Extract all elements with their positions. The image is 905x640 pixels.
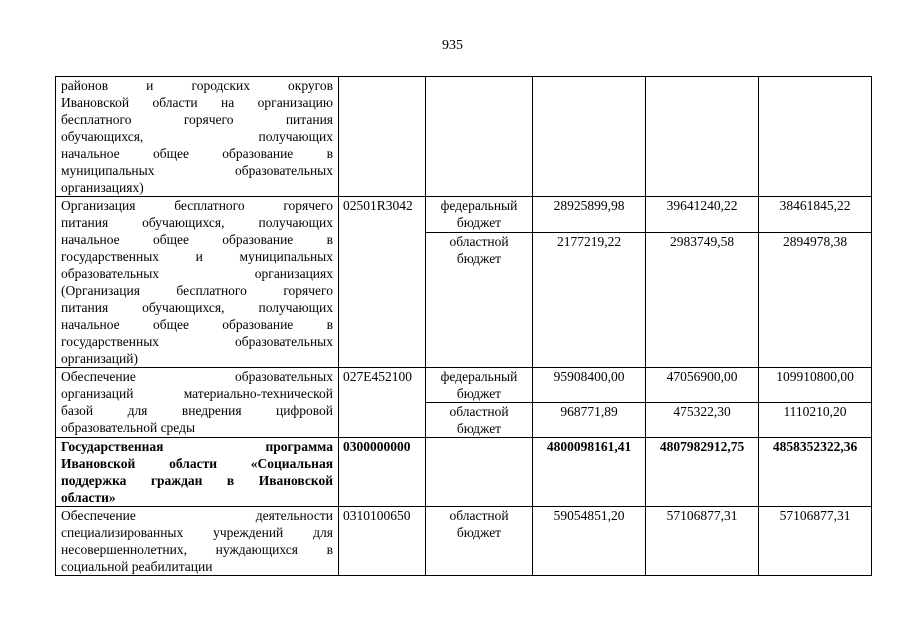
row-source	[426, 438, 533, 507]
row-source: областной бюджет	[426, 507, 533, 576]
row-description	[56, 77, 339, 197]
desc-line: организаций материально-технической	[61, 386, 333, 401]
row-value-2023: 39641240,22	[646, 197, 759, 233]
row-source: областной бюджет	[426, 403, 533, 438]
row-source	[426, 77, 533, 197]
row-description	[56, 197, 339, 368]
desc-line: Организация бесплатного горячего	[61, 198, 333, 213]
row-value-2023: 57106877,31	[646, 507, 759, 576]
row-description	[56, 507, 339, 576]
desc-line: начальное общее образование в	[61, 317, 333, 332]
row-code	[339, 77, 426, 197]
desc-line: начальное общее образование в	[61, 146, 333, 161]
row-value-2023: 4807982912,75	[646, 438, 759, 507]
desc-line: Ивановской области «Социальная	[61, 456, 333, 471]
row-value-2024: 57106877,31	[759, 507, 872, 576]
row-value-2022: 59054851,20	[533, 507, 646, 576]
desc-line: организациях)	[61, 180, 144, 195]
budget-table	[55, 76, 872, 576]
desc-line: социальной реабилитации	[61, 559, 213, 574]
desc-line: Государственная программа	[61, 439, 333, 454]
desc-line: поддержка граждан в Ивановской	[61, 473, 333, 488]
row-value-2023: 475322,30	[646, 403, 759, 438]
desc-line: обучающихся, получающих	[61, 129, 333, 144]
row-source: федеральный бюджет	[426, 197, 533, 233]
row-code: 027E452100	[339, 368, 426, 438]
row-value-2024: 2894978,38	[759, 233, 872, 368]
row-value-2024: 4858352322,36	[759, 438, 872, 507]
row-description	[56, 438, 339, 507]
row-value-2022: 95908400,00	[533, 368, 646, 403]
desc-line: базой для внедрения цифровой	[61, 403, 333, 418]
desc-line: несовершеннолетних, нуждающихся в	[61, 542, 333, 557]
page-number: 935	[442, 38, 463, 53]
row-value-2024: 109910800,00	[759, 368, 872, 403]
desc-line: Обеспечение образовательных	[61, 369, 333, 384]
table-row	[56, 77, 872, 197]
table-row	[56, 507, 872, 576]
row-value-2022	[533, 77, 646, 197]
row-value-2022: 2177219,22	[533, 233, 646, 368]
desc-line: Обеспечение деятельности	[61, 508, 333, 523]
row-description	[56, 368, 339, 438]
table-row	[56, 368, 872, 403]
row-value-2023: 47056900,00	[646, 368, 759, 403]
desc-line: муниципальных образовательных	[61, 163, 333, 178]
desc-line: специализированных учреждений для	[61, 525, 333, 540]
row-source: областной бюджет	[426, 233, 533, 368]
row-value-2023	[646, 77, 759, 197]
row-value-2024: 38461845,22	[759, 197, 872, 233]
desc-line: области»	[61, 490, 116, 505]
row-value-2024: 1110210,20	[759, 403, 872, 438]
desc-line: питания обучающихся, получающих	[61, 215, 333, 230]
row-value-2022: 28925899,98	[533, 197, 646, 233]
desc-line: (Организация бесплатного горячего	[61, 283, 333, 298]
desc-line: образовательной среды	[61, 420, 196, 435]
row-code: 0310100650	[339, 507, 426, 576]
desc-line: питания обучающихся, получающих	[61, 300, 333, 315]
desc-line: государственных образовательных	[61, 334, 333, 349]
desc-line: государственных и муниципальных	[61, 249, 333, 264]
row-code: 02501R3042	[339, 197, 426, 368]
table-row	[56, 438, 872, 507]
row-value-2022: 968771,89	[533, 403, 646, 438]
row-code: 0300000000	[339, 438, 426, 507]
desc-line: Ивановской области на организацию	[61, 95, 333, 110]
desc-line: бесплатного горячего питания	[61, 112, 333, 127]
row-value-2022: 4800098161,41	[533, 438, 646, 507]
row-source: федеральный бюджет	[426, 368, 533, 403]
desc-line: организаций)	[61, 351, 138, 366]
table-row	[56, 197, 872, 233]
row-value-2023: 2983749,58	[646, 233, 759, 368]
desc-line: районов и городских округов	[61, 78, 333, 93]
desc-line: начальное общее образование в	[61, 232, 333, 247]
row-value-2024	[759, 77, 872, 197]
desc-line: образовательных организациях	[61, 266, 333, 281]
